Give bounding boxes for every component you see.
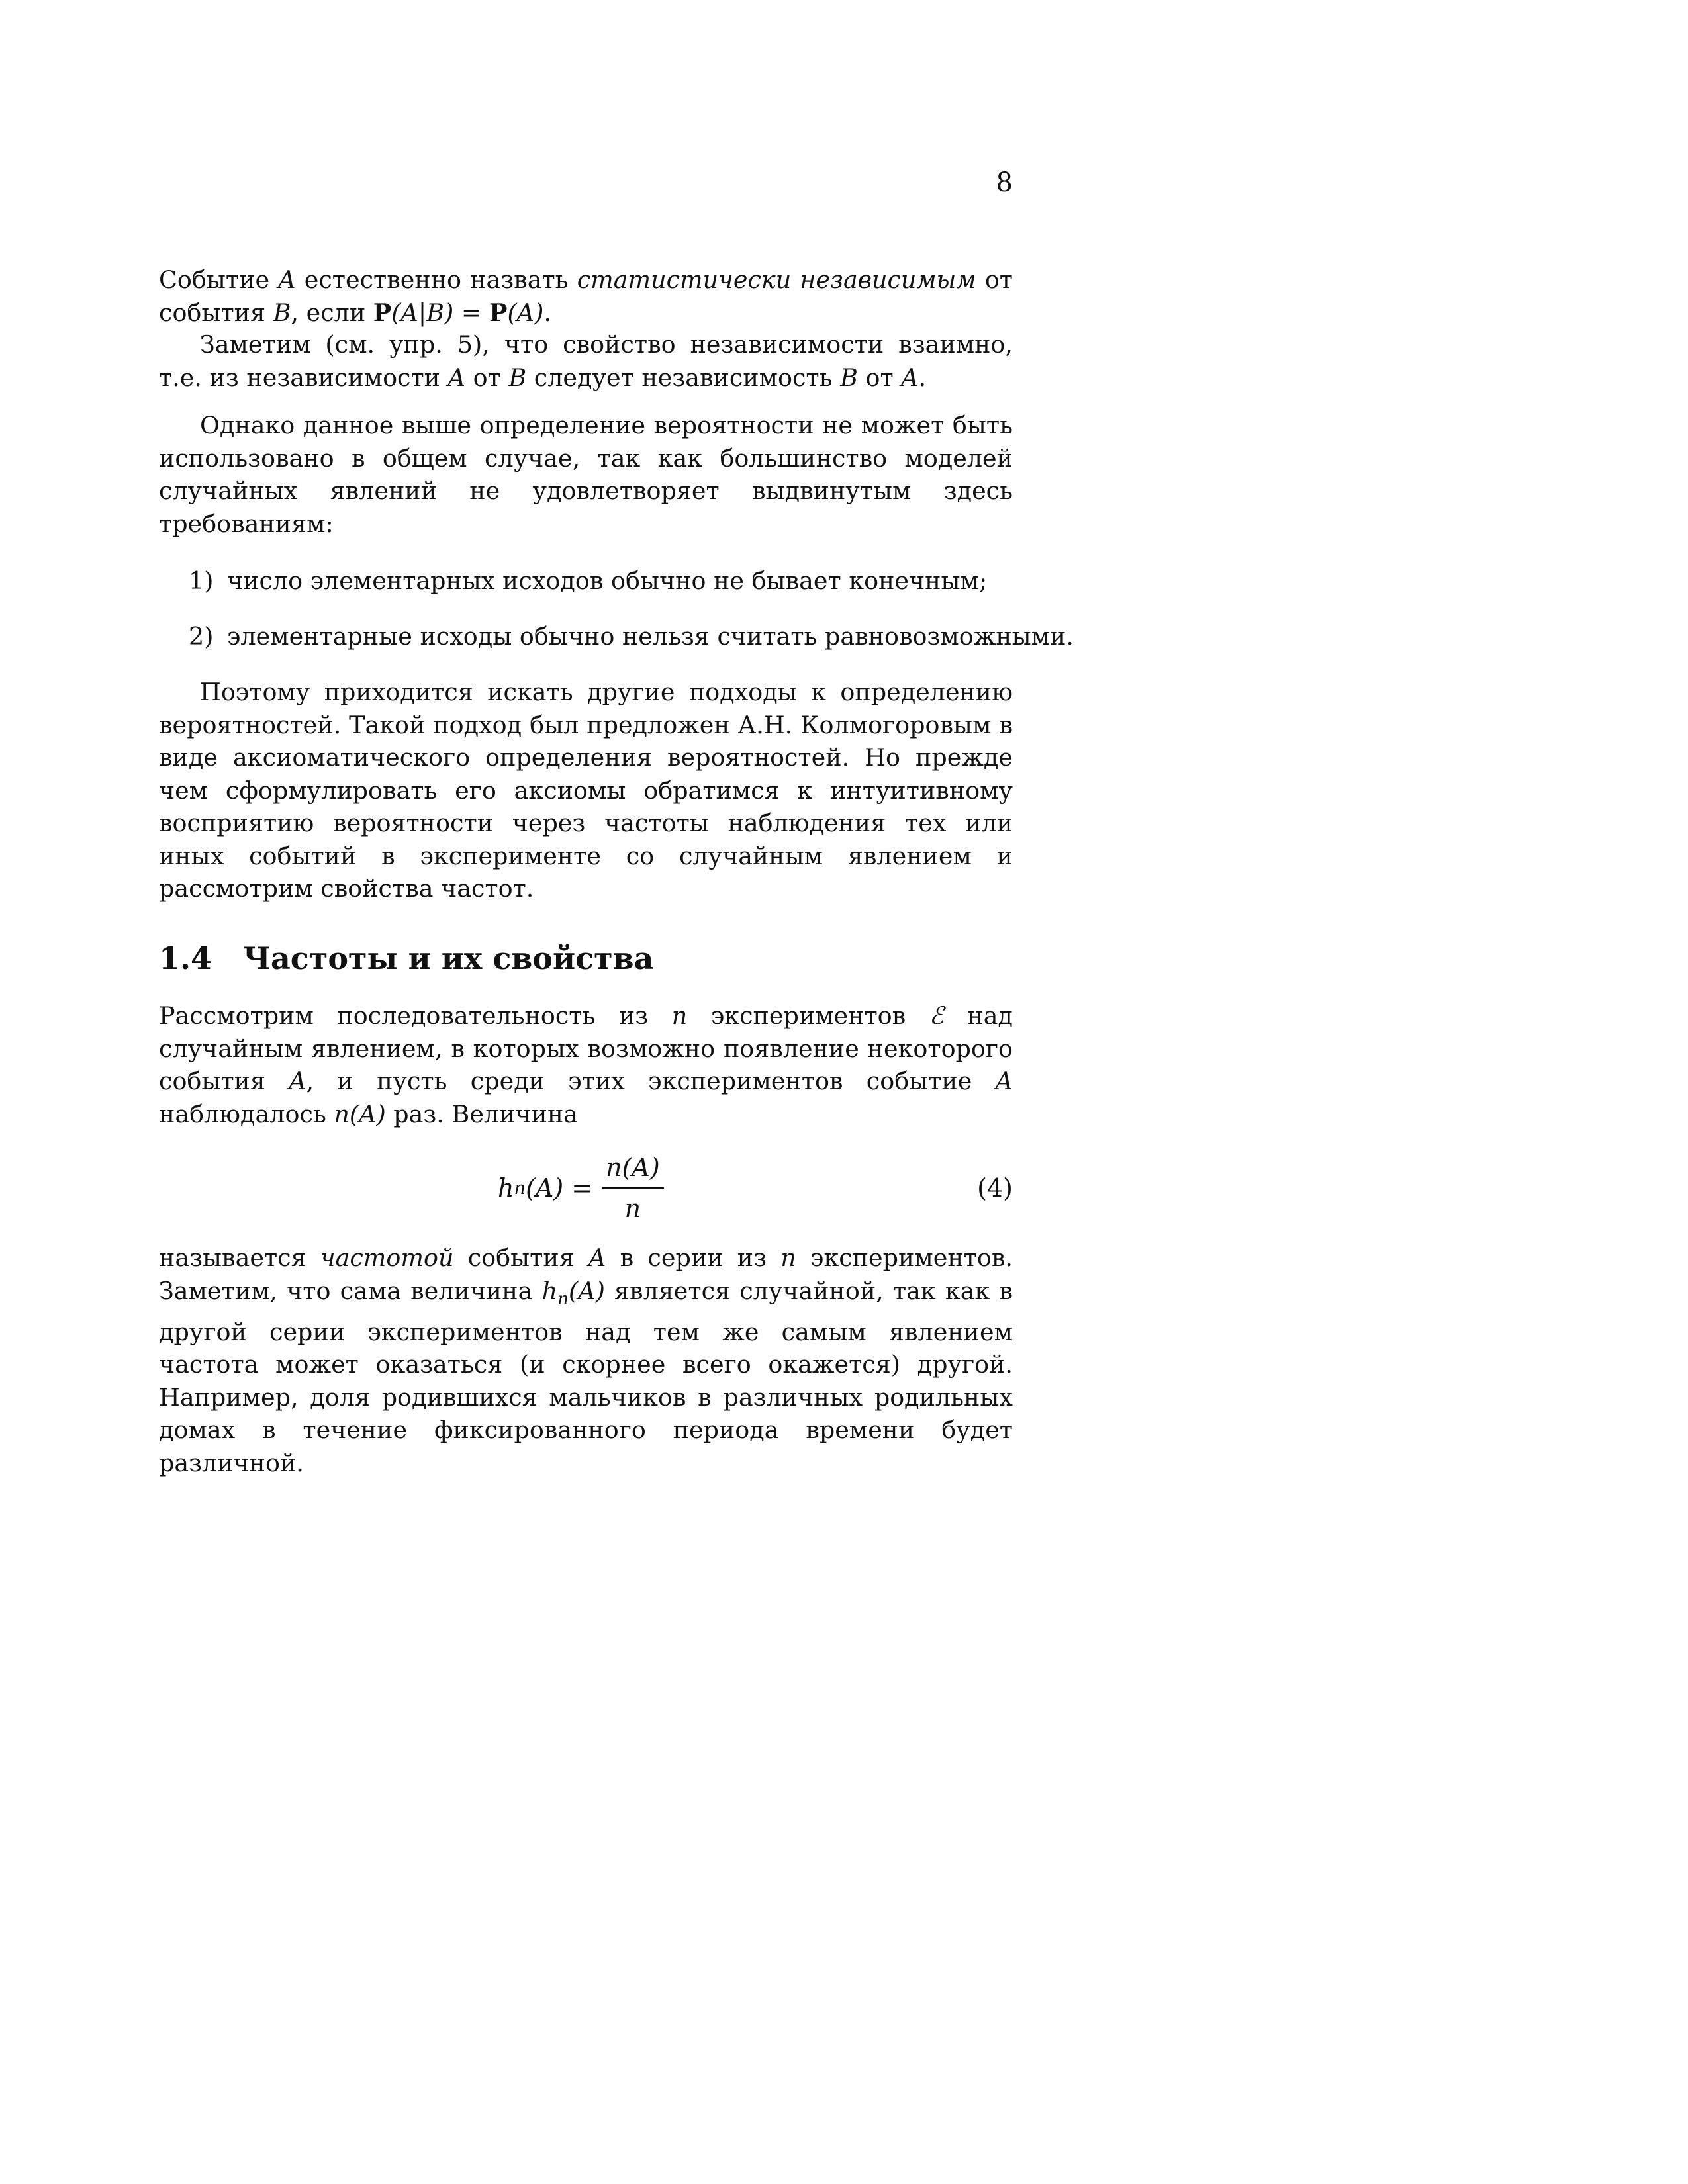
text: от события <box>159 265 1013 327</box>
text: является случайной, так как в другой серии экспериментов над тем же самым явлением частота может оказаться (и скорнее всего окажется) другой. Например, доля родившихся мальчиков в различных родильных домах в течение фиксированного периода времени будет различной. <box>159 1276 1013 1477</box>
equation-frequency <box>159 1145 1013 1231</box>
list-item-text: элементарные исходы обычно нельзя считать равновозможными. <box>227 622 1074 651</box>
section-title: Частоты и их свойства <box>243 940 654 976</box>
math-A: A <box>995 1067 1013 1095</box>
page-number: 8 <box>996 167 1013 198</box>
paragraph-limitations: Однако данное выше определение вероятности не может быть использовано в общем случае, так как большинство моделей случайных явлений не удовлетворяет выдвинутым здесь требованиям: <box>159 411 1013 538</box>
paragraph-kolmogorov: Поэтому приходится искать другие подходы к определению вероятностей. Такой подход был предложен А.Н. Колмогоровым в виде аксиоматического определения вероятностей. Но прежде чем сформулировать его аксиомы обратимся к интуитивному восприятию вероятности через частоты наблюдения тех или иных событий в эксперименте со случайным явлением и рассмотрим свойства частот. <box>159 678 1013 903</box>
math-A: A <box>588 1244 606 1272</box>
section-number: 1.4 <box>159 940 212 976</box>
math-h: h <box>498 1173 514 1203</box>
text: Событие <box>159 265 279 294</box>
text: от <box>465 363 509 392</box>
fraction <box>602 1150 664 1226</box>
math-B: B <box>840 363 858 392</box>
math-h: h <box>541 1276 558 1305</box>
math-B: B <box>508 363 527 392</box>
math-A-paren: (A) <box>507 298 544 327</box>
text: , и пусть среди этих экспериментов событие <box>306 1067 996 1095</box>
math-subscript-n: n <box>557 1289 569 1309</box>
text: в серии из <box>606 1244 781 1272</box>
paragraph-independence-definition <box>159 263 1013 329</box>
math-A: A <box>447 363 465 392</box>
text: экспериментов. Заметим, что сама величина <box>159 1244 1013 1305</box>
paragraph-frequency-definition <box>159 1242 1013 1479</box>
section-heading <box>159 938 653 978</box>
list-item-number: 1) <box>189 567 214 595</box>
math-A: A <box>278 265 296 294</box>
text: экспериментов <box>687 1001 929 1030</box>
math-equals: = <box>453 298 490 327</box>
text: следует независимость <box>526 363 841 392</box>
text: над случайным явлением, в которых возможно появление некоторого события <box>159 1001 1013 1095</box>
list-item <box>189 565 987 598</box>
text: от <box>857 363 902 392</box>
math-experiment-E: ℰ <box>929 1001 944 1030</box>
math-nA: n(A) <box>334 1099 386 1128</box>
text: . <box>918 363 927 392</box>
text: Рассмотрим последовательность из <box>159 1001 672 1030</box>
text: . <box>543 298 551 327</box>
math-B: B <box>273 298 291 327</box>
emphasis-term: статистически независимым <box>577 265 976 294</box>
math-conditional: (A|B) <box>391 298 454 327</box>
list-item <box>189 620 1074 653</box>
math-A: A <box>901 363 919 392</box>
equation-body <box>498 1145 664 1231</box>
emphasis-term: частотой <box>320 1244 454 1272</box>
list-item-text: число элементарных исходов обычно не бывает конечным; <box>227 567 988 595</box>
paragraph-mutual-independence <box>159 328 1013 394</box>
math-A: A <box>289 1067 306 1095</box>
math-argument: (A) = <box>526 1173 593 1203</box>
math-argument: (A) <box>569 1276 605 1305</box>
text: естественно назвать <box>295 265 577 294</box>
text: , если <box>291 298 373 327</box>
text: наблюдалось <box>159 1099 334 1128</box>
list-item-number: 2) <box>189 622 214 651</box>
text: события <box>453 1244 588 1272</box>
paragraph-experiments <box>159 999 1013 1130</box>
math-n: n <box>671 1001 688 1030</box>
math-n: n <box>780 1244 796 1272</box>
fraction-denominator: n <box>624 1194 641 1223</box>
equation-number: (4) <box>977 1173 1013 1203</box>
math-prob-P: P <box>373 298 392 327</box>
text: Заметим (см. упр. 5), что свойство независимости взаимно, т.е. из независимости <box>159 330 1013 392</box>
text: называется <box>159 1244 320 1272</box>
fraction-numerator: n(A) <box>602 1150 664 1189</box>
math-prob-P: P <box>489 298 508 327</box>
text: раз. Величина <box>385 1099 579 1128</box>
math-subscript-n: n <box>514 1177 526 1199</box>
